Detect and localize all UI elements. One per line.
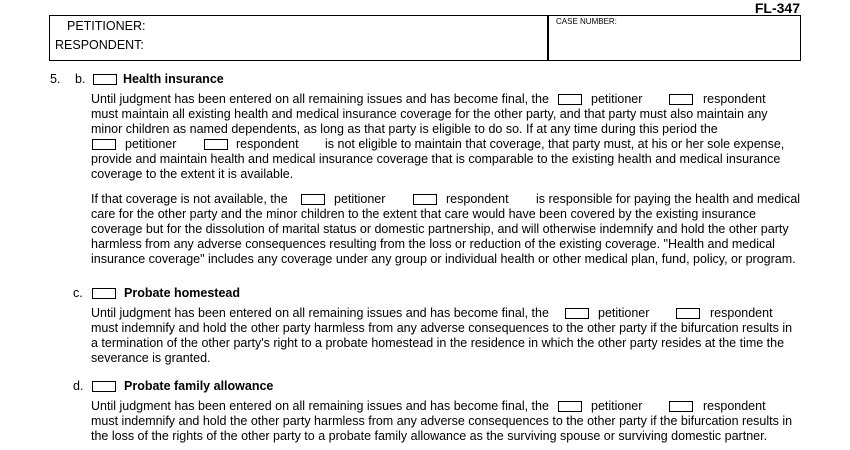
- respondent-label: RESPONDENT:: [55, 38, 144, 52]
- probate-homestead-title: Probate homestead: [124, 286, 241, 300]
- health-p1-line4-tail: is not eligible to maintain that coverage, that party must, at his or her sole expense,: [325, 137, 785, 151]
- health-p2-respondent-checkbox[interactable]: [413, 194, 437, 205]
- item-b-letter: b.: [75, 72, 86, 86]
- health-p2-line2: care for the other party and the minor children to the extent that care would have been covered by the existing insurance: [91, 207, 756, 221]
- allowance-petitioner-checkbox[interactable]: [558, 401, 582, 412]
- health-p1-respondent-checkbox-2[interactable]: [204, 139, 228, 150]
- health-p1-line6: coverage to the extent it is available.: [91, 167, 294, 181]
- case-number-field[interactable]: [552, 30, 796, 58]
- allowance-line3: the loss of the rights of the other party to a probate family allowance as the surviving spouse or surviving domestic partner.: [91, 429, 768, 443]
- health-p2-respondent-label: respondent: [446, 192, 509, 206]
- homestead-petitioner-label: petitioner: [598, 306, 650, 320]
- health-p1-line5: provide and maintain health and medical insurance coverage that is comparable to the existing health and medical insurance: [91, 152, 781, 166]
- petitioner-label: PETITIONER:: [67, 19, 146, 33]
- allowance-respondent-checkbox[interactable]: [669, 401, 693, 412]
- homestead-line1: Until judgment has been entered on all remaining issues and has become final, the: [91, 306, 549, 320]
- homestead-line3: a termination of the other party's right to a probate homestead in the residence in which the other party resides at the time the: [91, 336, 785, 350]
- health-p2-petitioner-checkbox[interactable]: [301, 194, 325, 205]
- health-p1-respondent-label: respondent: [703, 92, 766, 106]
- health-p2-line4: harmless from any adverse consequences resulting from the loss or reduction of the existing coverage. "Health and medical: [91, 237, 775, 251]
- probate-homestead-checkbox[interactable]: [92, 288, 116, 299]
- health-insurance-title: Health insurance: [123, 72, 224, 86]
- allowance-respondent-label: respondent: [703, 399, 766, 413]
- homestead-line2: must indemnify and hold the other party harmless from any adverse consequences to the other party if the bifurcation results in: [91, 321, 793, 335]
- health-p2-petitioner-label: petitioner: [334, 192, 386, 206]
- homestead-petitioner-checkbox[interactable]: [565, 308, 589, 319]
- health-p2-line3: coverage but for the dissolution of marital status or domestic partnership, and will otherwise indemnify and hold the other party: [91, 222, 789, 236]
- allowance-line2: must indemnify and hold the other party harmless from any adverse consequences to the other party if the bifurcation results in: [91, 414, 793, 428]
- health-p1-line2: must maintain all existing health and medical insurance coverage for the other party, and that party must also maintain any: [91, 107, 768, 121]
- health-p1-line3: minor children as named dependents, as long as that party is eligible to do so. If at any time during this period the: [91, 122, 718, 136]
- family-allowance-title: Probate family allowance: [124, 379, 274, 393]
- form-id: FL-347: [754, 0, 800, 16]
- section-number: 5.: [50, 72, 61, 86]
- health-p1-line1: Until judgment has been entered on all remaining issues and has become final, the: [91, 92, 549, 106]
- health-p1-respondent-checkbox[interactable]: [669, 94, 693, 105]
- case-number-label: CASE NUMBER:: [556, 17, 617, 26]
- health-p1-respondent-label-2: respondent: [236, 137, 299, 151]
- item-c-letter: c.: [73, 286, 83, 300]
- caption-divider: [547, 15, 549, 61]
- homestead-line4: severance is granted.: [91, 351, 211, 365]
- health-p2-line5: insurance coverage" includes any coverage under any group or individual health or other medical plan, fund, policy, or program.: [91, 252, 796, 266]
- health-p1-petitioner-checkbox-2[interactable]: [92, 139, 116, 150]
- health-p1-petitioner-label: petitioner: [591, 92, 643, 106]
- health-p2-line1-tail: is responsible for paying the health and medical: [536, 192, 801, 206]
- health-p1-petitioner-checkbox[interactable]: [558, 94, 582, 105]
- item-d-letter: d.: [73, 379, 84, 393]
- homestead-respondent-label: respondent: [710, 306, 773, 320]
- allowance-line1: Until judgment has been entered on all remaining issues and has become final, the: [91, 399, 549, 413]
- family-allowance-checkbox[interactable]: [92, 381, 116, 392]
- health-insurance-checkbox[interactable]: [93, 74, 117, 85]
- allowance-petitioner-label: petitioner: [591, 399, 643, 413]
- homestead-respondent-checkbox[interactable]: [676, 308, 700, 319]
- health-p1-petitioner-label-2: petitioner: [125, 137, 177, 151]
- health-p2-line1: If that coverage is not available, the: [91, 192, 288, 206]
